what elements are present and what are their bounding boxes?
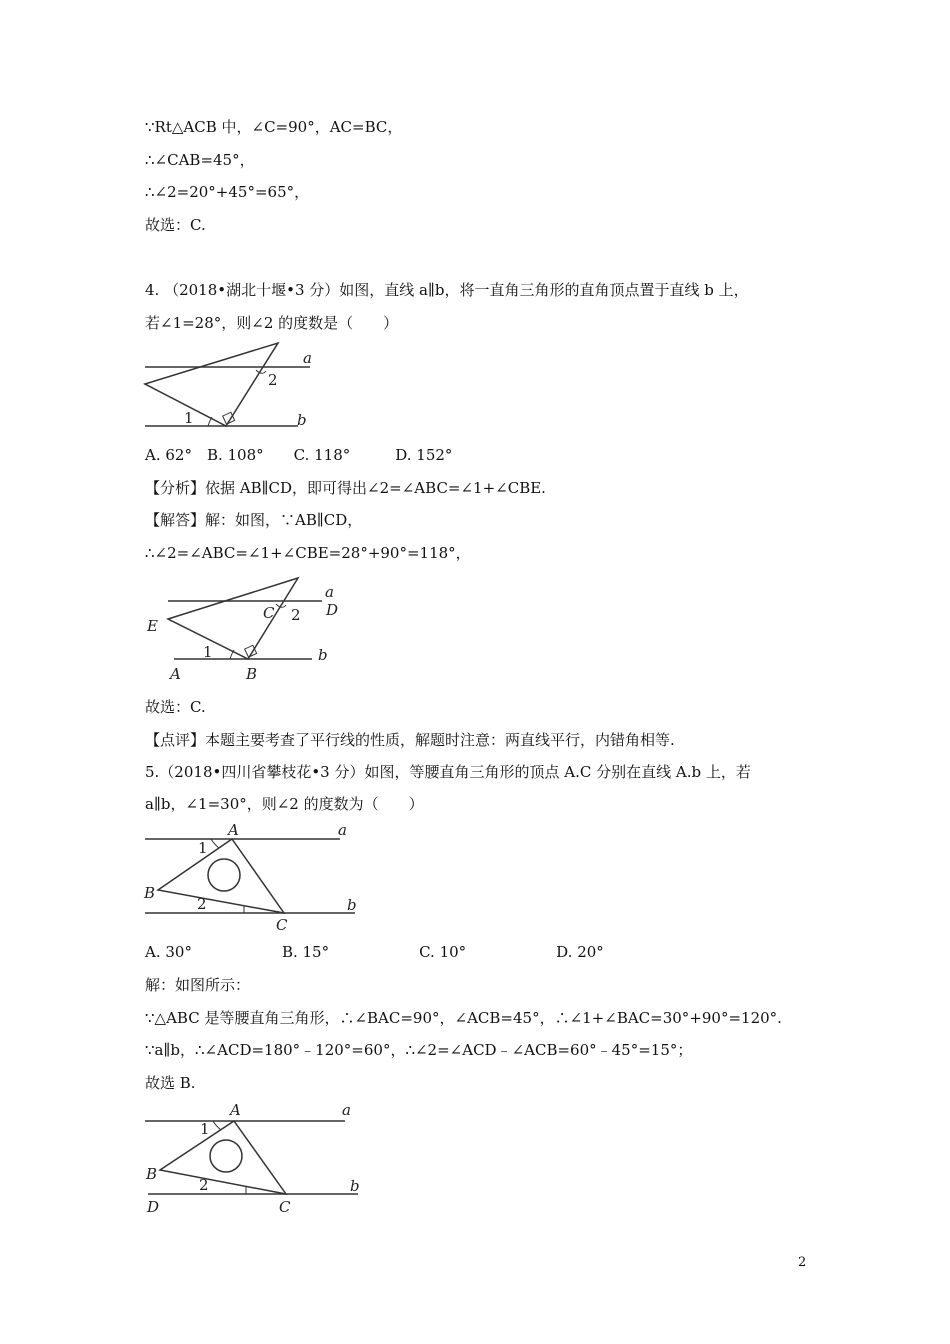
label-B: B — [144, 884, 156, 902]
label-a: a — [303, 349, 312, 367]
label-b: b — [347, 896, 357, 914]
label-1: 1 — [203, 643, 213, 661]
question-5-stem-cont: a∥b，∠1=30°，则∠2 的度数为（ ） — [145, 795, 424, 813]
question-4-stem-cont: 若∠1=28°，则∠2 的度数是（ ） — [145, 314, 399, 332]
figure-q5-solution — [140, 1098, 365, 1218]
figure-q4-solution — [140, 570, 350, 685]
q5-choice: 故选 B. — [145, 1074, 196, 1092]
label-B: B — [246, 665, 258, 683]
label-2: 2 — [197, 895, 207, 913]
label-A: A — [230, 1101, 241, 1119]
label-C: C — [263, 604, 275, 622]
label-2: 2 — [199, 1176, 209, 1194]
label-a: a — [338, 821, 347, 839]
q5-solution-2: ∵a∥b，∴∠ACD=180°﹣120°=60°，∴∠2=∠ACD﹣∠ACB=60°﹣45°=15°； — [145, 1041, 693, 1059]
q4-choice: 故选：C. — [145, 698, 206, 716]
text-line-3: ∴∠2=20°+45°=65°， — [145, 183, 310, 201]
label-1: 1 — [200, 1120, 210, 1138]
q4-answer-cont: ∴∠2=∠ABC=∠1+∠CBE=28°+90°=118°， — [145, 544, 471, 562]
question-5-stem: 5.（2018•四川省攀枝花•3 分）如图，等腰直角三角形的顶点 A.C 分别在直线 A.b 上，若 — [145, 763, 751, 781]
label-C: C — [279, 1198, 291, 1216]
label-1: 1 — [198, 839, 208, 857]
label-D: D — [147, 1198, 160, 1216]
label-E: E — [147, 617, 158, 635]
q4-comment: 【点评】本题主要考查了平行线的性质，解题时注意：两直线平行，内错角相等. — [145, 731, 675, 749]
label-D: D — [326, 601, 339, 619]
label-b: b — [318, 646, 328, 664]
q4-answer: 【解答】解：如图，∵AB∥CD， — [145, 511, 363, 529]
figure-q4 — [140, 338, 320, 433]
q4-options: A. 62° B. 108° C. 118° D. 152° — [145, 446, 453, 464]
label-b: b — [350, 1177, 360, 1195]
q5-options: A. 30° B. 15° C. 10° D. 20° — [145, 943, 604, 961]
label-2: 2 — [291, 606, 301, 624]
q5-solution-1: ∵△ABC 是等腰直角三角形，∴∠BAC=90°，∠ACB=45°，∴∠1+∠BAC=30°+90°=120°. — [145, 1009, 782, 1027]
question-4-stem: 4. （2018•湖北十堰•3 分）如图，直线 a∥b，将一直角三角形的直角顶点置于直线 b 上， — [145, 281, 749, 299]
figure-q5 — [140, 820, 365, 935]
label-1: 1 — [184, 409, 194, 427]
label-a: a — [325, 583, 334, 601]
label-B: B — [146, 1165, 158, 1183]
text-line-1: ∵Rt△ACB 中，∠C=90°，AC=BC， — [145, 118, 403, 136]
label-A: A — [170, 665, 181, 683]
label-A: A — [228, 821, 239, 839]
text-line-2: ∴∠CAB=45°， — [145, 151, 255, 169]
label-2: 2 — [268, 371, 278, 389]
q5-solution-intro: 解：如图所示： — [145, 976, 251, 994]
page-number: 2 — [798, 1255, 807, 1270]
label-b: b — [297, 411, 307, 429]
label-a: a — [342, 1101, 351, 1119]
text-line-4: 故选：C. — [145, 216, 206, 234]
q4-analysis: 【分析】依据 AB∥CD，即可得出∠2=∠ABC=∠1+∠CBE. — [145, 479, 546, 497]
label-C: C — [276, 916, 288, 934]
